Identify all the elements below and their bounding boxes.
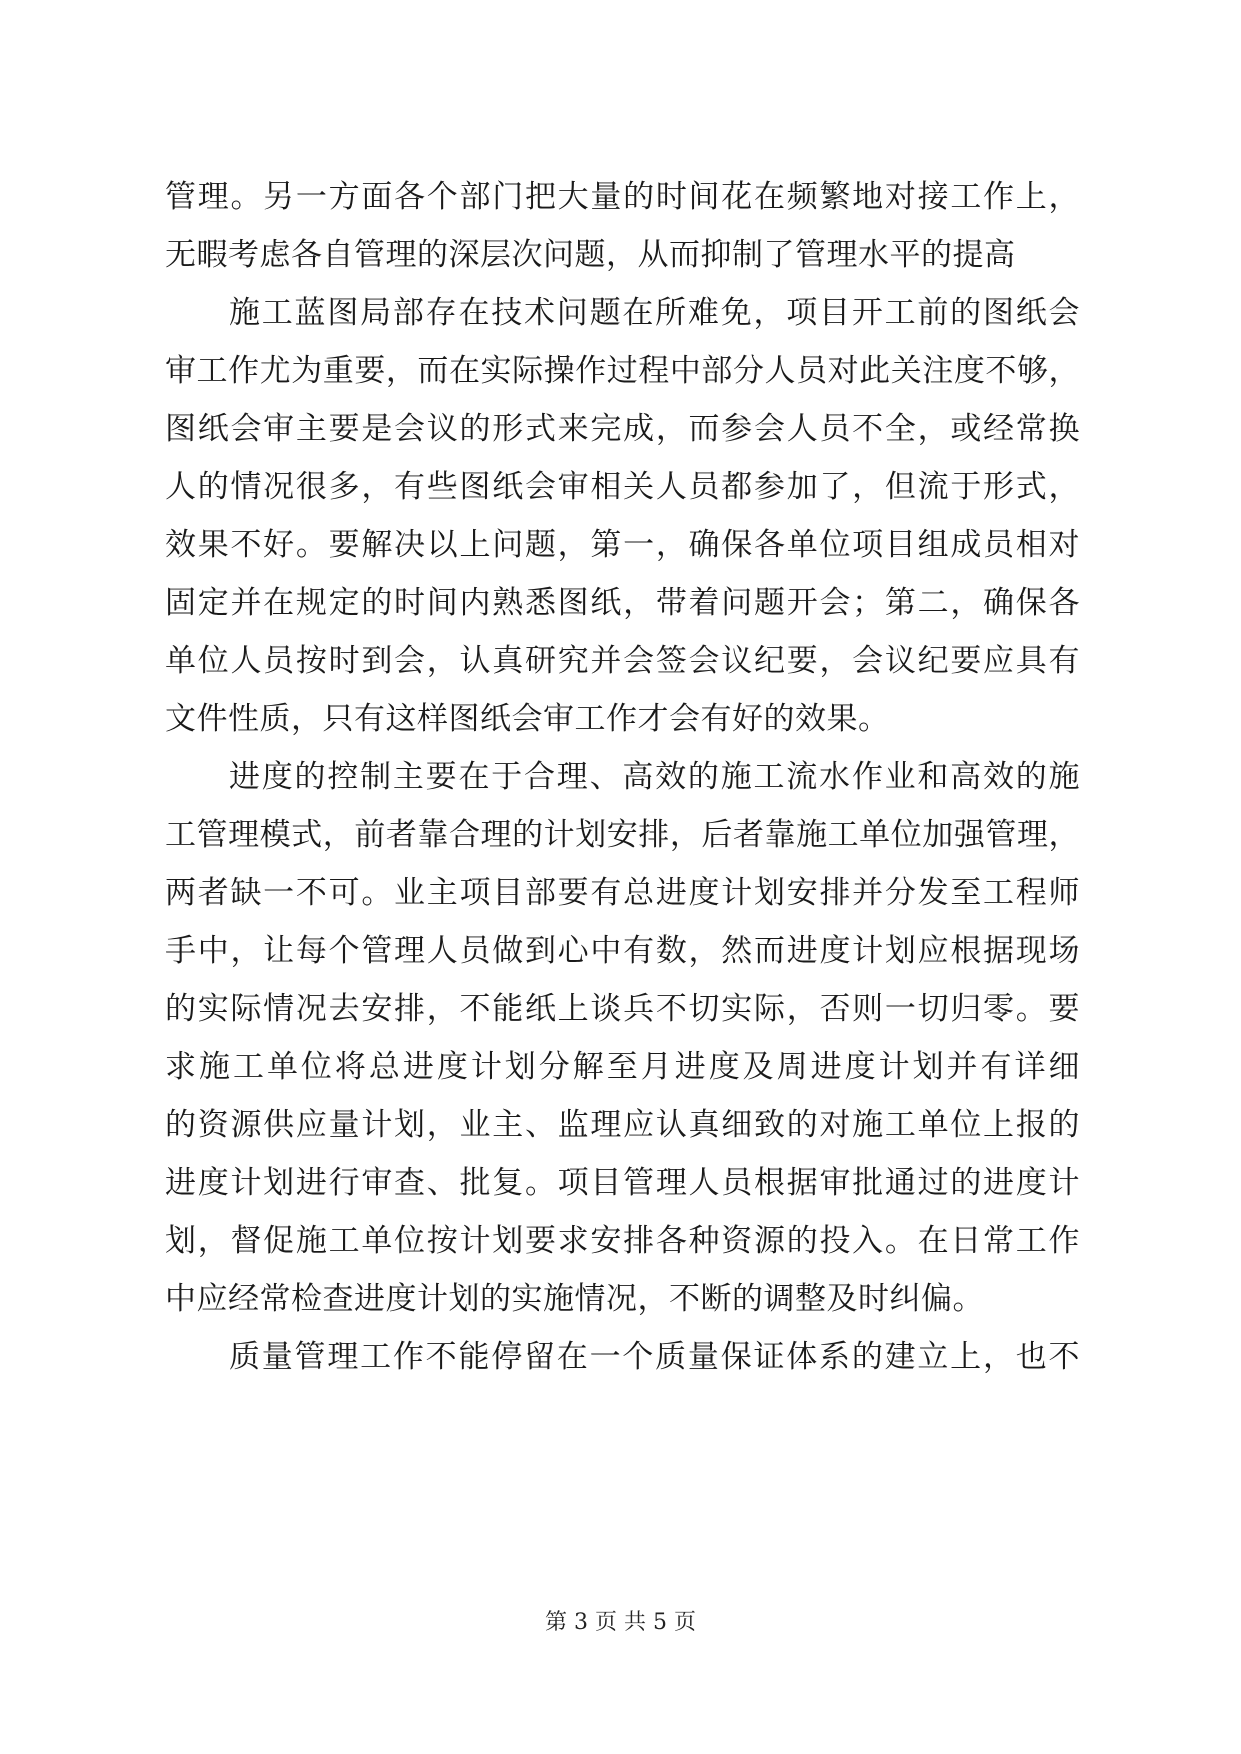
text-line: 工管理模式，前者靠合理的计划安排，后者靠施工单位加强管理， <box>165 817 1080 853</box>
page-number-footer: 第 3 页 共 5 页 <box>545 1610 696 1635</box>
text-line: 求施工单位将总进度计划分解至月进度及周进度计划并有详细 <box>165 1049 1080 1085</box>
text-line: 手中，让每个管理人员做到心中有数，然而进度计划应根据现场 <box>165 933 1080 969</box>
text-line: 无暇考虑各自管理的深层次问题，从而抑制了管理水平的提高 <box>165 237 1016 273</box>
document-body <box>165 168 1080 1386</box>
text-line: 施工蓝图局部存在技术问题在所难免，项目开工前的图纸会 <box>229 295 1080 331</box>
paragraph <box>165 168 1080 284</box>
text-line: 人的情况很多，有些图纸会审相关人员都参加了，但流于形式， <box>165 469 1080 505</box>
text-line: 效果不好。要解决以上问题，第一，确保各单位项目组成员相对 <box>165 527 1080 563</box>
paragraph <box>165 284 1080 748</box>
text-line: 两者缺一不可。业主项目部要有总进度计划安排并分发至工程师 <box>165 875 1080 911</box>
text-line: 中应经常检查进度计划的实施情况，不断的调整及时纠偏。 <box>165 1281 984 1317</box>
text-line: 质量管理工作不能停留在一个质量保证体系的建立上，也不 <box>229 1339 1080 1375</box>
text-line: 进度的控制主要在于合理、高效的施工流水作业和高效的施 <box>229 759 1080 795</box>
text-line: 的实际情况去安排，不能纸上谈兵不切实际，否则一切归零。要 <box>165 991 1080 1027</box>
text-line: 审工作尤为重要，而在实际操作过程中部分人员对此关注度不够， <box>165 353 1080 389</box>
text-line: 的资源供应量计划，业主、监理应认真细致的对施工单位上报的 <box>165 1107 1080 1143</box>
paragraph <box>165 748 1080 1328</box>
text-line: 管理。另一方面各个部门把大量的时间花在频繁地对接工作上， <box>165 179 1080 215</box>
text-line: 固定并在规定的时间内熟悉图纸，带着问题开会；第二，确保各 <box>165 585 1080 621</box>
text-line: 图纸会审主要是会议的形式来完成，而参会人员不全，或经常换 <box>165 411 1080 447</box>
text-line: 划，督促施工单位按计划要求安排各种资源的投入。在日常工作 <box>165 1223 1080 1259</box>
text-line: 文件性质，只有这样图纸会审工作才会有好的效果。 <box>165 701 890 737</box>
text-line: 单位人员按时到会，认真研究并会签会议纪要，会议纪要应具有 <box>165 643 1080 679</box>
text-line: 进度计划进行审查、批复。项目管理人员根据审批通过的进度计 <box>165 1165 1080 1201</box>
paragraph <box>165 1328 1080 1386</box>
